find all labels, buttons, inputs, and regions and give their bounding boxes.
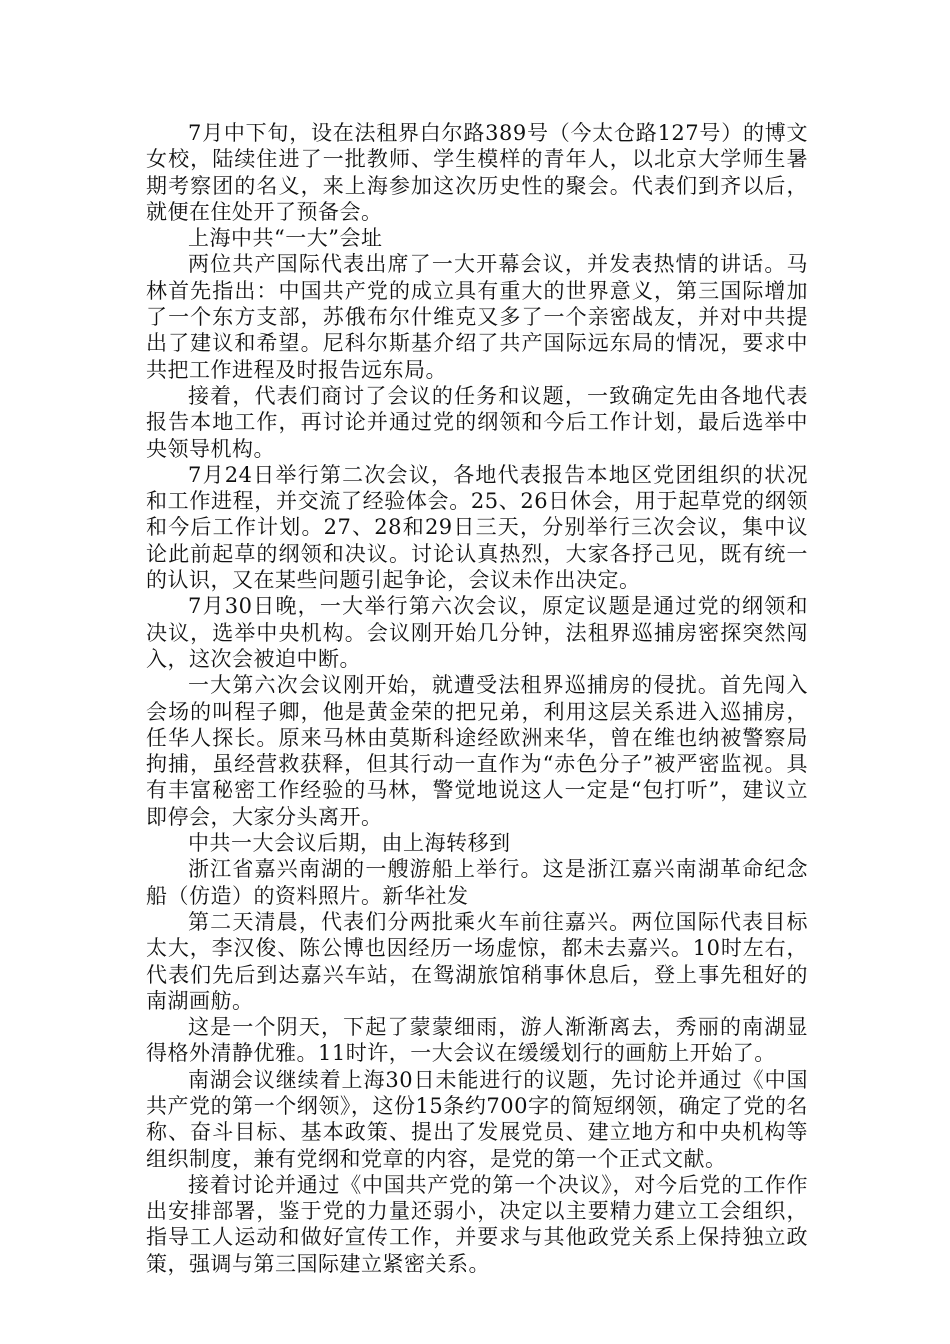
paragraph-sixth-meeting: 7月30日晚，一大举行第六次会议，原定议题是通过党的纲领和决议，选举中央机构。会议刚开始几分钟，法租界巡捕房密探突然闯入，这次会被迫中断。 [146,594,808,671]
photo-caption-nanhu-boat: 浙江省嘉兴南湖的一艘游船上举行。这是浙江嘉兴南湖革命纪念船（仿造）的资料照片。新华社发 [146,857,808,908]
paragraph-first-resolution: 接着讨论并通过《中国共产党的第一个决议》，对今后党的工作作出安排部署，鉴于党的力量还弱小，决定以主要精力建立工会组织，指导工人运动和做好宣传工作，并要求与其他政党关系上保持独立政策，强调与第三国际建立紧密关系。 [146,1172,808,1276]
paragraph-nanhu-weather: 这是一个阴天，下起了蒙蒙细雨，游人渐渐离去，秀丽的南湖显得格外清静优雅。11时许，一大会议在缓缓划行的画舫上开始了。 [146,1015,808,1066]
paragraph-police-intrusion: 一大第六次会议刚开始，就遭受法租界巡捕房的侵扰。首先闯入会场的叫程子卿，他是黄金荣的把兄弟，利用这层关系进入巡捕房，任华人探长。原来马林由莫斯科途经欧洲来华，曾在维也纳被警察局拘捕，虽经营救获释，但其行动一直作为“赤色分子”被严密监视。具有丰富秘密工作经验的马林，警觉地说这人一定是“包打听”，建议立即停会，大家分头离开。 [146,673,808,829]
paragraph-bowen-school: 7月中下旬，设在法租界白尔路389号（今太仓路127号）的博文女校，陆续住进了一批教师、学生模样的青年人，以北京大学师生暑期考察团的名义，来上海参加这次历史性的聚会。代表们到齐以后，就便在住处开了预备会。 [146,121,808,224]
paragraph-second-meeting: 7月24日举行第二次会议，各地代表报告本地区党团组织的状况和工作进程，并交流了经验体会。25、26日休会，用于起草党的纲领和今后工作计划。27、28和29日三天，分别举行三次会议，集中议论此前起草的纲领和决议。讨论认真热烈，大家各抒己见，既有统一的认识，又在某些问题引起争论，会议未作出决定。 [146,462,808,593]
photo-caption-transfer: 中共一大会议后期，由上海转移到 [188,831,511,856]
paragraph-jiaxing-trip: 第二天清晨，代表们分两批乘火车前往嘉兴。两位国际代表目标太大，李汉俊、陈公博也因经历一场虚惊，都未去嘉兴。10时左右，代表们先后到达嘉兴车站，在鸳湖旅馆稍事休息后，登上事先租好的南湖画舫。 [146,909,808,1013]
photo-caption-shanghai-site: 上海中共“一大”会址 [188,226,383,251]
paragraph-comintern-delegates: 两位共产国际代表出席了一大开幕会议，并发表热情的讲话。马林首先指出：中国共产党的成立具有重大的世界意义，第三国际增加了一个东方支部，苏俄布尔什维克又多了一个亲密战友，并对中共提出了建议和希望。尼科尔斯基介绍了共产国际远东局的情况，要求中共把工作进程及时报告远东局。 [146,252,808,382]
article-body [146,120,808,1277]
paragraph-agenda: 接着，代表们商讨了会议的任务和议题，一致确定先由各地代表报告本地工作，再讨论并通过党的纲领和今后工作计划，最后选举中央领导机构。 [146,383,808,461]
paragraph-first-program: 南湖会议继续着上海30日未能进行的议题，先讨论并通过《中国共产党的第一个纲领》，这份15条约700字的简短纲领，确定了党的名称、奋斗目标、基本政策、提出了发展党员、建立地方和中央机构等组织制度，兼有党纲和党章的内容，是党的第一个正式文献。 [146,1067,808,1171]
